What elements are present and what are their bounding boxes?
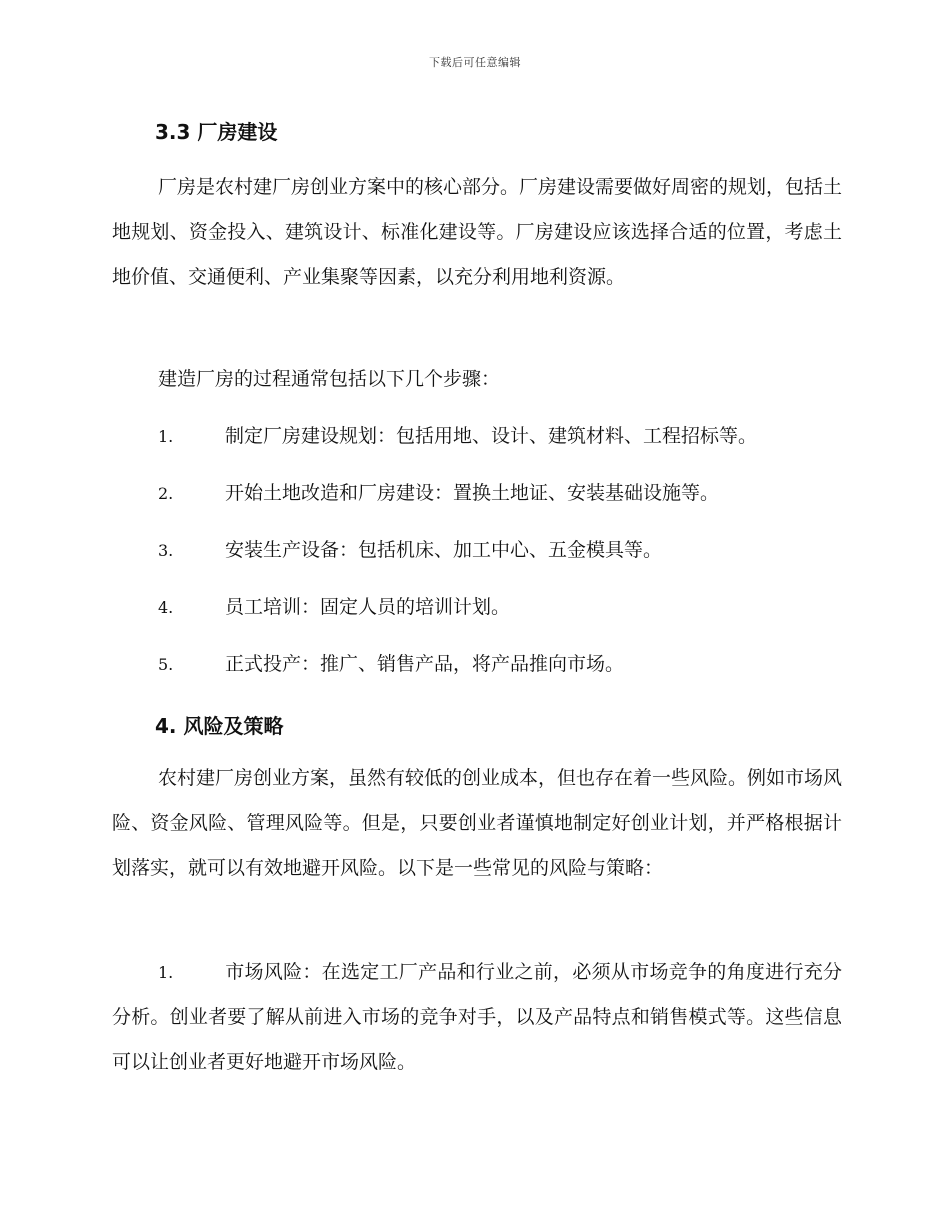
list-number: 2.	[158, 484, 174, 503]
risk-list-item	[112, 950, 842, 1085]
section-heading-4: 4. 风险及策略	[155, 714, 284, 738]
list-text: 制定厂房建设规划：包括用地、设计、建筑材料、工程招标等。	[225, 425, 758, 447]
list-item	[158, 593, 510, 622]
section-heading-3-3: 3.3 厂房建设	[155, 120, 278, 144]
list-item	[158, 422, 757, 451]
list-number: 5.	[158, 655, 174, 674]
list-text: 正式投产：推广、销售产品，将产品推向市场。	[225, 653, 625, 675]
list-text: 安装生产设备：包括机床、加工中心、五金模具等。	[225, 539, 663, 561]
list-item	[158, 650, 624, 679]
list-number: 3.	[158, 541, 174, 560]
list-number: 1.	[158, 963, 174, 982]
list-item	[158, 479, 719, 508]
header-note: 下载后可任意编辑	[429, 56, 521, 69]
paragraph-factory-construction: 厂房是农村建厂房创业方案中的核心部分。厂房建设需要做好周密的规划，包括土地规划、资金投入、建筑设计、标准化建设等。厂房建设应该选择合适的位置，考虑土地价值、交通便利、产业集聚等因素，以充分利用地利资源。	[112, 176, 843, 288]
list-number: 1.	[158, 427, 174, 446]
list-number: 4.	[158, 598, 174, 617]
paragraph-construction-steps-intro: 建造厂房的过程通常包括以下几个步骤：	[158, 368, 501, 390]
list-text: 员工培训：固定人员的培训计划。	[225, 596, 511, 618]
list-text: 开始土地改造和厂房建设：置换土地证、安装基础设施等。	[225, 482, 720, 504]
list-item	[158, 536, 662, 565]
paragraph-risks-intro: 农村建厂房创业方案，虽然有较低的创业成本，但也存在着一些风险。例如市场风险、资金风险、管理风险等。但是，只要创业者谨慎地制定好创业计划，并严格根据计划落实，就可以有效地避开风险。以下是一些常见的风险与策略：	[112, 767, 843, 879]
list-text: 市场风险：在选定工厂产品和行业之前，必须从市场竞争的角度进行充分分析。创业者要了解从前进入市场的竞争对手，以及产品特点和销售模式等。这些信息可以让创业者更好地避开市场风险。	[112, 961, 842, 1073]
